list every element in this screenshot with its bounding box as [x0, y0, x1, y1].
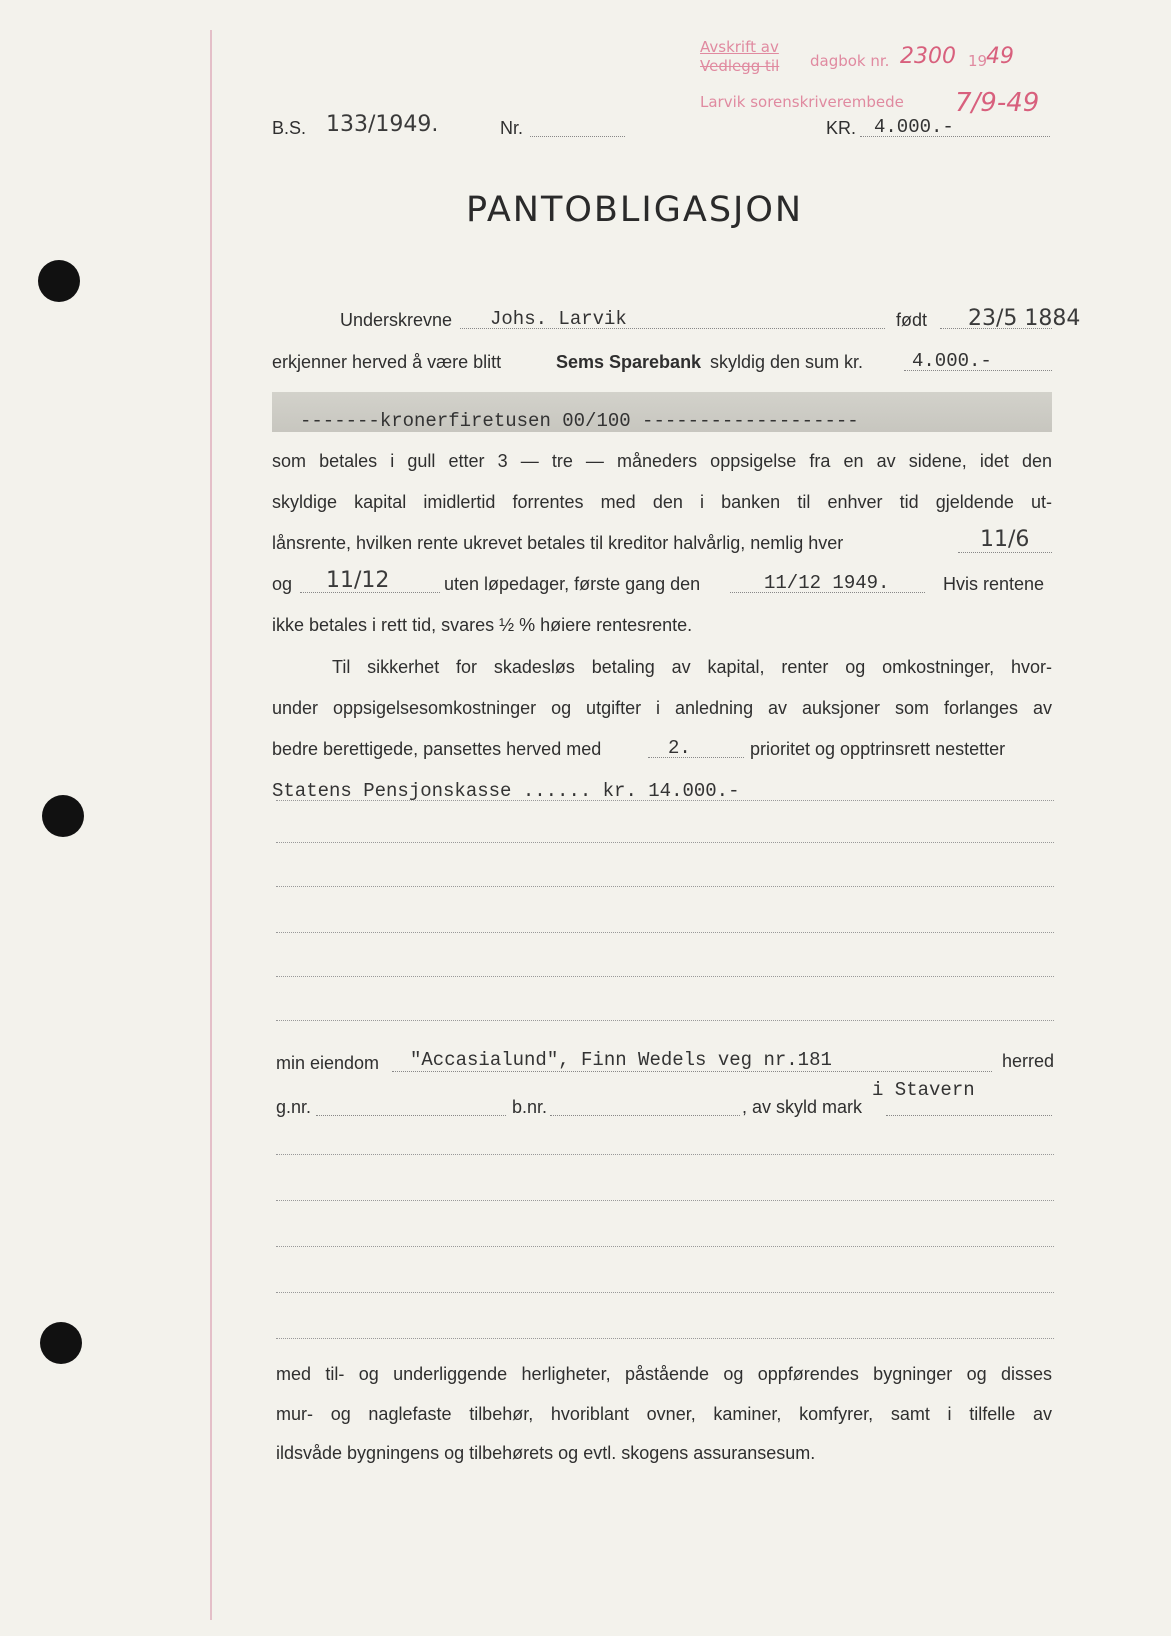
born-label: født — [896, 310, 928, 330]
owed-text: skyldig den sum kr. — [710, 352, 864, 372]
terms-line-1: som betales i gull etter 3 — tre — måneders oppsigelse fra en av sidene, idet den — [272, 451, 1052, 471]
blank-line-7 — [276, 1200, 1054, 1201]
blank-line-6 — [276, 1154, 1054, 1155]
margin-rule — [210, 30, 212, 1620]
blank-line-5 — [276, 1020, 1054, 1021]
terms-line-3: lånsrente, hvilken rente ukrevet betales til kreditor halvårlig, nemlig hver — [272, 533, 844, 553]
bnr-label: b.nr. — [512, 1097, 548, 1117]
nr-field — [530, 136, 625, 137]
punch-hole-middle — [42, 795, 84, 837]
appurtenance-line-2: mur- og naglefaste tilbehør, hvoriblant ovner, kaminer, komfyrer, samt i tilfelle av — [276, 1404, 1052, 1424]
priority-field-line — [648, 757, 744, 758]
first-payment-date: 11/12 1949. — [764, 572, 890, 594]
first-payment-text: uten løpedager, første gang den — [444, 574, 701, 594]
security-line-1: Til sikkerhet for skadesløs betaling av kapital, renter og omkostninger, hvor- — [332, 657, 1052, 677]
gnr-label: g.nr. — [276, 1097, 312, 1117]
amount-words: -------kronerfiretusen 00/100 ------------------- — [300, 410, 859, 432]
herred-label: herred — [1002, 1051, 1055, 1071]
blank-line-2 — [276, 886, 1054, 887]
prior-lien: Statens Pensjonskasse ...... kr. 14.000.- — [272, 780, 740, 802]
priority-value: 2. — [668, 737, 691, 759]
blank-line-3 — [276, 932, 1054, 933]
stamp-date: 7/9-49 — [955, 88, 1040, 118]
undersigned-name: Johs. Larvik — [490, 308, 627, 330]
stamp-line-3: Larvik sorenskriverembede — [700, 93, 904, 111]
born-date: 23/5 1884 — [968, 306, 1081, 331]
stamp-year-prefix: 19 — [968, 52, 988, 70]
nr-label: Nr. — [500, 118, 524, 138]
punch-hole-bottom — [40, 1322, 82, 1364]
blank-line-8 — [276, 1246, 1054, 1247]
bank-name: Sems Sparebank — [556, 352, 702, 372]
if-interest-text: Hvis rentene — [943, 574, 1045, 594]
security-line-2: under oppsigelsesomkostninger og utgifter i anledning av auksjoner som forlanges av — [272, 698, 1052, 718]
stamp-year-suffix: 49 — [986, 44, 1014, 69]
blank-line-10 — [276, 1338, 1054, 1339]
gnr-field-line — [316, 1115, 506, 1116]
document-title: PANTOBLIGASJON — [466, 190, 804, 230]
terms-line-2: skyldige kapital imidlertid forrentes med den i banken til enhver tid gjeldende ut- — [272, 492, 1052, 512]
acknowledge-text: erkjenner herved å være blitt — [272, 352, 502, 372]
appurtenance-line-1: med til- og underliggende herligheter, påstående og oppførendes bygninger og disses — [276, 1364, 1052, 1384]
stamp-line-1: Avskrift av — [700, 38, 779, 56]
interest-date-1-line — [958, 552, 1052, 553]
blank-line-9 — [276, 1292, 1054, 1293]
interest-date-2: 11/12 — [326, 568, 390, 593]
herred-value: i Stavern — [872, 1079, 975, 1101]
skyld-label: , av skyld mark — [742, 1097, 863, 1117]
skyld-field-line — [886, 1115, 1052, 1116]
interest-date-1: 11/6 — [980, 527, 1030, 552]
kr-label: KR. — [826, 118, 857, 138]
punch-hole-top — [38, 260, 80, 302]
stamp-dagbok-number: 2300 — [900, 44, 956, 69]
terms-line-5: ikke betales i rett tid, svares ½ % høiere rentesrente. — [272, 615, 693, 635]
bs-value: 133/1949. — [326, 112, 439, 137]
property-field-line — [392, 1071, 992, 1072]
kr-value: 4.000.- — [874, 116, 954, 138]
property-value: "Accasialund", Finn Wedels veg nr.181 — [410, 1049, 832, 1071]
owed-amount: 4.000.- — [912, 350, 992, 372]
appurtenance-line-3: ildsvåde bygningens og tilbehørets og evtl. skogens assuransesum. — [276, 1443, 816, 1463]
stamp-line-2: Vedlegg til — [700, 57, 780, 75]
blank-line-1 — [276, 842, 1054, 843]
stamp-dagbok-label: dagbok nr. — [810, 52, 890, 70]
bnr-field-line — [550, 1115, 740, 1116]
security-line-3-end: prioritet og opptrinsrett nestetter — [750, 739, 1006, 759]
undersigned-label: Underskrevne — [340, 310, 453, 330]
blank-line-4 — [276, 976, 1054, 977]
bs-label: B.S. — [272, 118, 307, 138]
og-label: og — [272, 574, 293, 594]
security-line-3-start: bedre berettigede, pansettes herved med — [272, 739, 602, 759]
property-label: min eiendom — [276, 1053, 380, 1073]
